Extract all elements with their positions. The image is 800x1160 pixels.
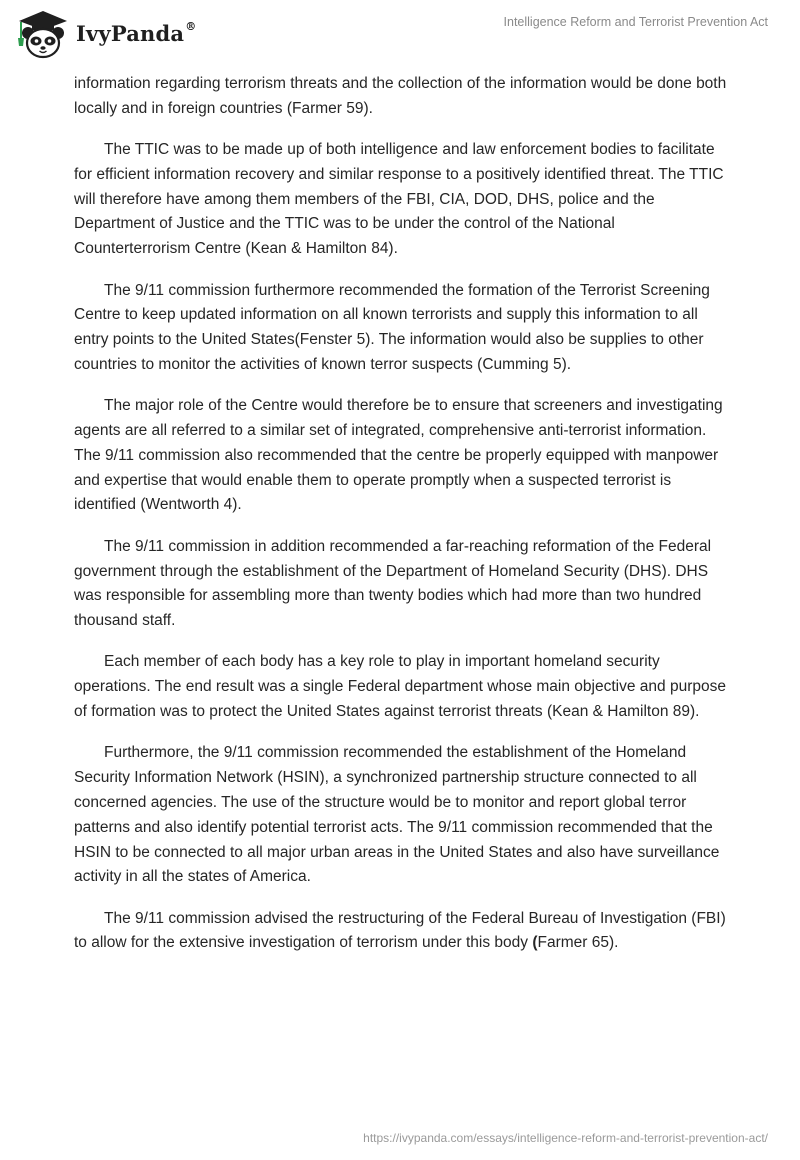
page-header <box>0 0 800 70</box>
brand-name: IvyPanda® <box>76 19 197 46</box>
ivypanda-logo[interactable] <box>14 8 196 60</box>
paragraph-8-citation: Farmer 65). <box>537 934 619 952</box>
paragraph-1: information regarding terrorism threats and the collection of the information would be done both locally and in foreign countries (Farmer 59). <box>74 75 727 117</box>
document-title: Intelligence Reform and Terrorist Prevention Act <box>503 15 768 29</box>
paragraph-8-text: The 9/11 commission advised the restructuring of the Federal Bureau of Investigation (FBI) to allow for the extensive investigation of terrorism under this body <box>74 909 726 952</box>
paragraph-8-open-paren: ( <box>532 934 538 952</box>
registered-mark: ® <box>185 19 197 33</box>
paragraph-8 <box>74 907 734 957</box>
paragraph-2: The TTIC was to be made up of both intelligence and law enforcement bodies to facilitate for efficient information recovery and similar response to a positively identified threat. The TTIC will therefore have among them members of the FBI, CIA, DOD, DHS, police and the Department of Justice and the TTIC was to be under the control of the National Counterterrorism Centre (Kean & Hamilton 84). <box>74 141 724 258</box>
paragraph-4: The major role of the Centre would therefore be to ensure that screeners and investigating agents are all referred to a similar set of integrated, comprehensive anti-terrorist information. The 9/11 commission also recommended that the centre be properly equipped with manpower and expertise that would enable them to operate promptly when a suspected terrorist is identified (Wentworth 4). <box>74 397 723 514</box>
paragraph-5: The 9/11 commission in addition recommended a far-reaching reformation of the Federal government through the establishment of the Department of Homeland Security (DHS). DHS was responsible for assembling more than twenty bodies which had more than two hundred thousand staff. <box>74 537 712 630</box>
paragraph-6: Each member of each body has a key role to play in important homeland security operations. The end result was a single Federal department whose main objective and purpose of formation was to protect the United States against terrorist threats (Kean & Hamilton 89). <box>74 653 726 721</box>
paragraph-3: The 9/11 commission furthermore recommended the formation of the Terrorist Screening Centre to keep updated information on all known terrorists and supply this information to all entry points to the United States(Fenster 5). The information would also be supplies to other countries to monitor the activities of known terror suspects (Cumming 5). <box>74 281 710 373</box>
essay-body <box>74 72 734 973</box>
source-url[interactable]: https://ivypanda.com/essays/intelligence-reform-and-terrorist-prevention-act/ <box>363 1131 768 1145</box>
paragraph-7: Furthermore, the 9/11 commission recommended the establishment of the Homeland Security Information Network (HSIN), a synchronized partnership structure connected to all concerned agencies. The use of the structure would be to monitor and report global terror patterns and also identify potential terrorist acts. The 9/11 commission recommended that the HSIN to be connected to all major urban areas in the United States and also have surveillance activity in all the states of America. <box>74 744 720 886</box>
panda-graduate-icon <box>14 8 72 60</box>
